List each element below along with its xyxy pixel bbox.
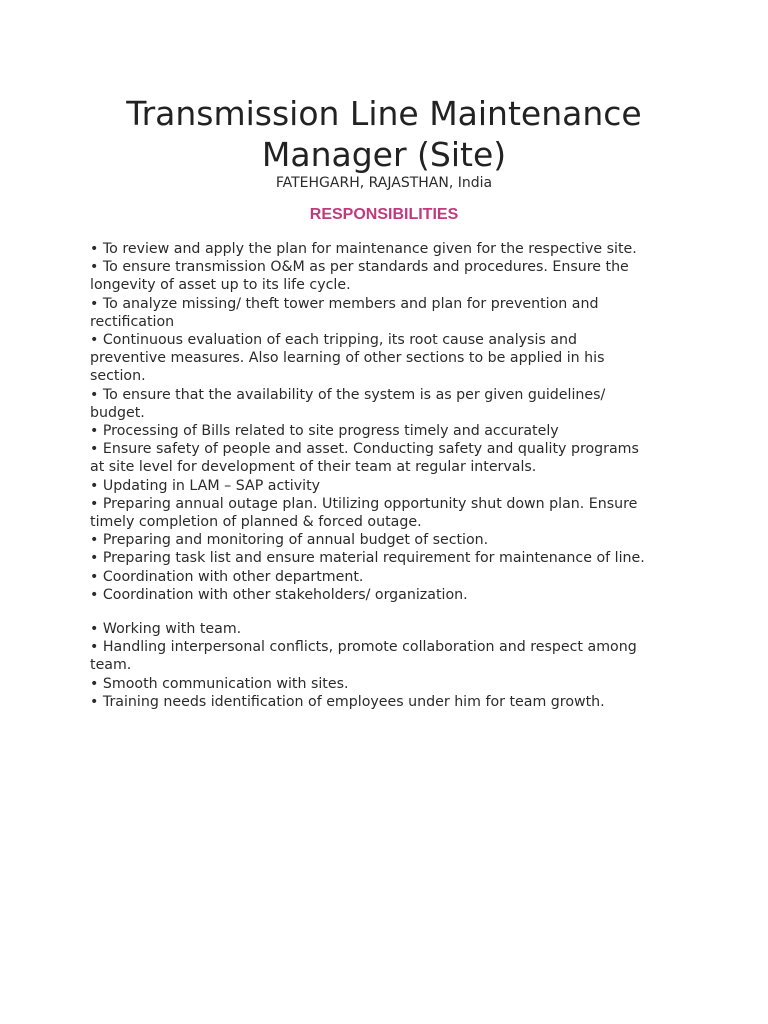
list-item: • To review and apply the plan for maintenance given for the respective site.: [90, 241, 637, 257]
responsibilities-list: [90, 240, 650, 711]
list-item: • Updating in LAM – SAP activity: [90, 477, 321, 494]
job-location: FATEHGARH, RAJASTHAN, India: [275, 175, 493, 191]
list-item: • Working with team.: [90, 621, 242, 638]
list-item: • Training needs identification of employees under him for team growth.: [90, 693, 605, 710]
responsibilities-heading: RESPONSIBILITIES: [309, 206, 459, 223]
list-item: • To analyze missing/ theft tower members and plan for prevention and rectification: [90, 295, 599, 330]
job-title: Transmission Line Maintenance Manager (Site): [126, 94, 642, 174]
list-item: • Smooth communication with sites.: [90, 675, 349, 692]
list-item: • Processing of Bills related to site progress timely and accurately: [90, 423, 559, 440]
list-item: • Preparing and monitoring of annual budget of section.: [90, 532, 489, 549]
list-item: • To ensure that the availability of the system is as per given guidelines/ budget.: [90, 386, 606, 421]
list-item: • Coordination with other stakeholders/ organization.: [90, 586, 468, 603]
list-item: • Preparing annual outage plan. Utilizing opportunity shut down plan. Ensure timely completion of planned & forced outage.: [90, 495, 638, 531]
list-item: • Handling interpersonal conflicts, promote collaboration and respect among team.: [90, 639, 637, 674]
list-item: • Continuous evaluation of each tripping, its root cause analysis and preventive measures. Also learning of other sections to be applied in his section.: [90, 332, 605, 385]
list-item: • Preparing task list and ensure material requirement for maintenance of line.: [90, 550, 645, 567]
list-item: • To ensure transmission O&M as per standards and procedures. Ensure the longevity of asset up to its life cycle.: [90, 259, 629, 294]
list-item: • Ensure safety of people and asset. Conducting safety and quality programs at site level for development of their team at regular intervals.: [90, 441, 639, 476]
list-spacer: [90, 604, 650, 620]
list-item: • Coordination with other department.: [90, 568, 364, 585]
